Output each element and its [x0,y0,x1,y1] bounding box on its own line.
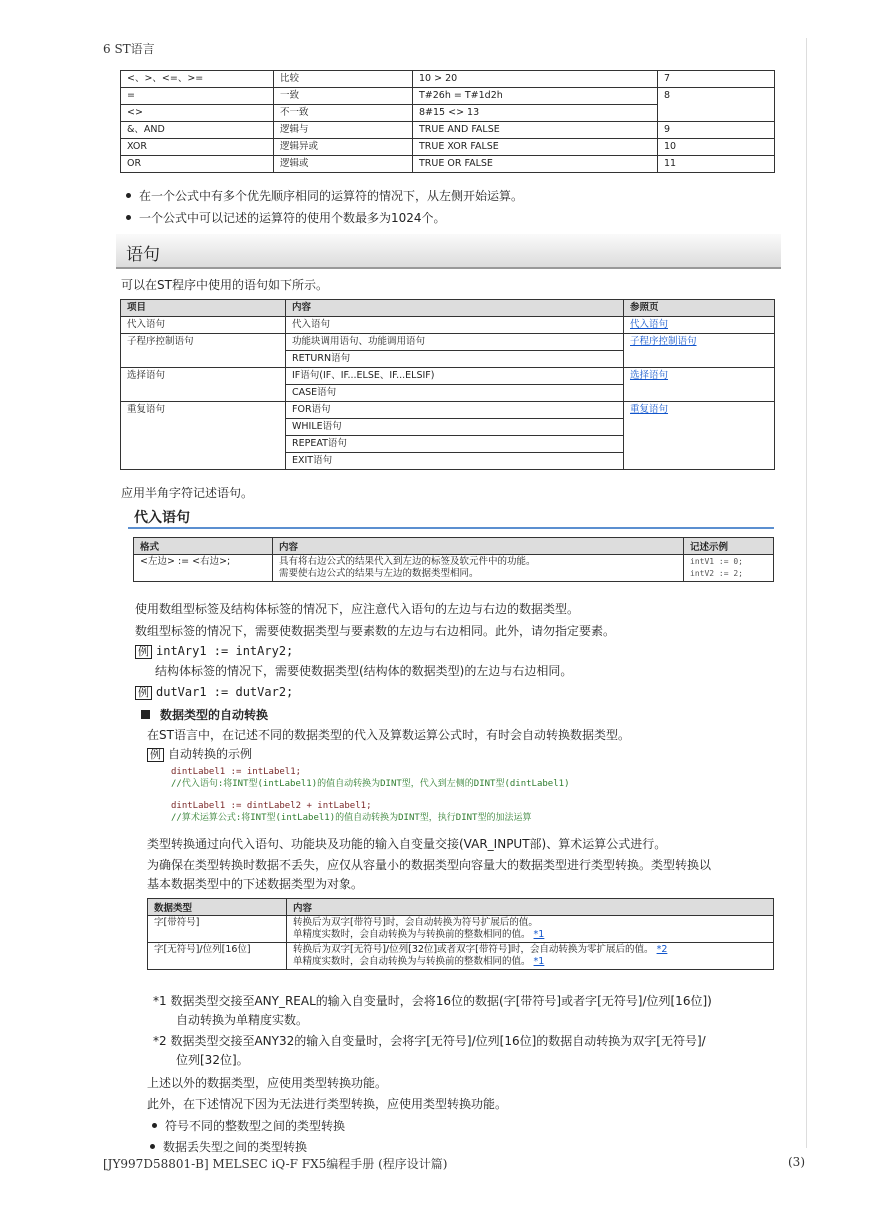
table-row: <、>、<=、>= 比较 10 > 20 7 [121,71,775,88]
footnote-cont: 位列[32位]。 [176,1053,249,1067]
statement-table [120,299,775,470]
footnote-cont: 自动转换为单精度实数。 [176,1013,309,1027]
square-bullet-icon [141,710,150,719]
example-tag: 例 [135,686,152,700]
table-row: <左边> := <右边>; 具有将右边公式的结果代入到左边的标签及软元件中的功能。 需要使右边公式的结果与左边的数据类型相同。 intV1 := 0; intV2 := 2; [134,555,774,582]
table-row: REPEAT语句 [121,436,775,453]
table-row: RETURN语句 [121,351,775,368]
ref-link[interactable]: 子程序控制语句 [630,336,697,347]
table-row: 重复语句 FOR语句 重复语句 [121,402,775,419]
footnote-link[interactable]: *1 [533,956,545,967]
bullet-icon [152,1123,157,1128]
table-row: WHILE语句 [121,419,775,436]
table-row: <> 不一致 8#15 <> 13 [121,105,775,122]
paragraph: 使用数组型标签及结构体标签的情况下，应注意代入语句的左边与右边的数据类型。 [135,602,580,616]
ref-link[interactable]: 代入语句 [630,319,669,330]
bullet-icon [126,215,131,220]
ref-link[interactable]: 选择语句 [630,370,669,381]
table-row: CASE语句 [121,385,775,402]
paragraph: 在ST语言中，在记述不同的数据类型的代入及算数运算公式时，有时会自动转换数据类型。 [147,728,630,742]
section-title: 语句 [126,245,160,265]
subsection-title: 代入语句 [134,510,190,526]
footnote-link[interactable]: *1 [533,929,545,940]
footnote-link[interactable]: *2 [656,944,668,955]
ref-link[interactable]: 重复语句 [630,404,669,415]
table-row: 子程序控制语句 功能块调用语句、功能调用语句 子程序控制语句 [121,334,775,351]
table-row: OR 逻辑或 TRUE OR FALSE 11 [121,156,775,173]
example-line: 例 dutVar1 := dutVar2; [135,684,293,700]
code-block: dintLabel1 := intLabel1; //代入语句:将INT型(intLabel1)的值自动转换为DINT型，代入到左侧的DINT型(dintLabel1) dintLabel1 := dintLabel2 + intLabel1; //算术运算公式:将INT型(intLabel1)的值自动转换为DINT型，执行DINT型的加法运算 [171,767,570,823]
table-row: 字[无符号]/位列[16位] 转换后为双字[无符号]/位列[32位]或者双字[带符号]时，会自动转换为零扩展后的值。 *2 单精度实数时，会自动转换为与转换前的整数相同的值。 *1 [148,943,774,970]
example-line: 例 intAry1 := intAry2; [135,643,293,659]
table-row: XOR 逻辑异或 TRUE XOR FALSE 10 [121,139,775,156]
datatype-table [147,898,774,970]
footnote: *1 数据类型交接至ANY_REAL的输入自变量时，会将16位的数据(字[带符号]或者字[无符号]/位列[16位]) [153,994,712,1008]
subheading-autoconv: 数据类型的自动转换 [141,706,268,723]
table-row: &、AND 逻辑与 TRUE AND FALSE 9 [121,122,775,139]
table-header-row: 数据类型 内容 [148,899,774,916]
section-heading-bar [116,234,781,269]
bullet-item: 在一个公式中有多个优先顺序相同的运算符的情况下，从左侧开始运算。 [126,187,523,204]
bullet-item: 符号不同的整数型之间的类型转换 [152,1117,345,1134]
subsection-heading [128,511,774,529]
page-header: 6 ST语言 [103,42,155,56]
paragraph: 此外，在下述情况下因为无法进行类型转换，应使用类型转换功能。 [147,1097,508,1111]
table-row: EXIT语句 [121,453,775,470]
right-margin-rule [806,38,807,1148]
table-row: 字[带符号] 转换后为双字[带符号]时，会自动转换为符号扩展后的值。 单精度实数时，会自动转换为与转换前的整数相同的值。 *1 [148,916,774,943]
example-tag: 例 [135,645,152,659]
section-intro: 可以在ST程序中使用的语句如下所示。 [121,278,328,292]
bullet-icon [126,193,131,198]
footnote: *2 数据类型交接至ANY32的输入自变量时，会将字[无符号]/位列[16位]的数据自动转换为双字[无符号]/ [153,1034,706,1048]
paragraph: 类型转换通过向代入语句、功能块及功能的输入自变量交接(VAR_INPUT部)、算术运算公式进行。 [147,837,667,851]
paragraph: 结构体标签的情况下，需要使数据类型(结构体的数据类型)的左边与右边相同。 [155,664,573,678]
paragraph: 数组型标签的情况下，需要使数据类型与要素数的左边与右边相同。此外，请勿指定要素。 [135,624,616,638]
bullet-item-cut: 数据丢失型之间的类型转换 [150,1138,470,1146]
table-header-row: 项目 内容 参照页 [121,300,775,317]
page-footer-left: [JY997D58801-B] MELSEC iQ-F FX5编程手册 (程序设计篇) [103,1157,448,1171]
paragraph: 上述以外的数据类型，应使用类型转换功能。 [147,1076,388,1090]
bullet-item: 一个公式中可以记述的运算符的使用个数最多为1024个。 [126,209,446,226]
table-row: = 一致 T#26h = T#1d2h 8 [121,88,775,105]
paragraph: 基本数据类型中的下述数据类型为对象。 [147,877,364,891]
table-header-row: 格式 内容 记述示例 [134,538,774,555]
bullet-icon [150,1144,155,1149]
table-row: 代入语句 代入语句 代入语句 [121,317,775,334]
example-title: 例 自动转换的示例 [147,746,252,762]
operator-table [120,70,775,173]
halfwidth-note: 应用半角字符记述语句。 [121,486,254,500]
paragraph: 为确保在类型转换时数据不丢失，应仅从容量小的数据类型向容量大的数据类型进行类型转换。类型转换以 [147,858,712,872]
assign-table [133,537,774,582]
table-row: 选择语句 IF语句(IF、IF...ELSE、IF...ELSIF) 选择语句 [121,368,775,385]
example-tag: 例 [147,748,164,762]
page-number: (3) [788,1155,805,1169]
